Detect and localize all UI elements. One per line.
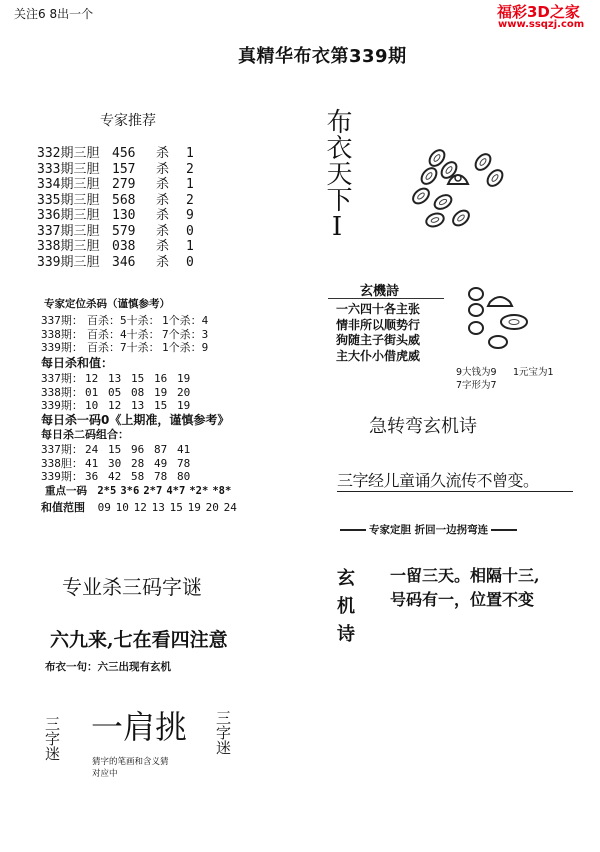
- number-cell: 13: [131, 399, 145, 412]
- xuanji-underline: [328, 298, 444, 299]
- number-cell: 96: [131, 443, 145, 456]
- expert-table: [37, 142, 194, 270]
- focus-code: 3*6: [120, 485, 140, 497]
- table-row: [41, 370, 200, 384]
- nums-cell: 456: [112, 146, 136, 161]
- nums-cell: 130: [112, 208, 136, 223]
- coin-icon: [489, 336, 507, 348]
- row-label: 339期：: [41, 470, 83, 483]
- nums-cell: 157: [112, 161, 136, 177]
- kill-num-cell: 1: [186, 146, 194, 161]
- number-cell: 01: [85, 385, 99, 399]
- issue-cell: 338期三胆: [37, 239, 100, 254]
- xuanji-poem: [336, 302, 420, 364]
- focus-code: *2*: [189, 485, 209, 497]
- issue-cell: 333期三胆: [37, 161, 100, 177]
- ingot-icon: [488, 297, 512, 306]
- number-cell: 19: [177, 399, 191, 412]
- hezhi-range-label: 和值范围: [41, 501, 85, 514]
- nums-cell: 579: [112, 223, 136, 239]
- kill-num-cell: 2: [186, 192, 194, 208]
- number-cell: 58: [131, 470, 145, 483]
- number-cell: 13: [108, 372, 122, 385]
- kill-num-cell: 9: [186, 208, 194, 223]
- number-cell: 30: [108, 456, 122, 470]
- follow-note: 关注6 8出一个: [14, 7, 94, 21]
- yima-subheading: 每日杀二码组合：: [41, 428, 129, 441]
- kill-b-cell: 7个杀：3: [162, 327, 209, 341]
- kill-num-cell: 0: [186, 254, 194, 270]
- focus-code: 2*7: [143, 485, 163, 497]
- number-cell: 16: [154, 372, 168, 385]
- issue-cell: 337期三胆: [37, 223, 100, 239]
- liu-line-2: 号码有一，位置不变: [390, 590, 535, 609]
- range-number: 10: [115, 501, 129, 514]
- coin-icon: [485, 167, 506, 189]
- range-number: 15: [169, 501, 183, 514]
- expert-heading: 专家推荐: [100, 113, 156, 129]
- range-number: 20: [205, 501, 219, 514]
- number-cell: 28: [131, 456, 145, 470]
- table-row: [41, 326, 208, 340]
- money-line-3: 7字形为7: [456, 380, 497, 391]
- focus-code: 2*5: [97, 485, 117, 497]
- table-row: [41, 384, 200, 398]
- issue-cell: 339期：: [41, 341, 83, 354]
- number-cell: 05: [108, 385, 122, 399]
- kill-cell: 杀: [156, 146, 170, 161]
- puzzle-hint-line2: 对应中: [92, 769, 118, 779]
- kill-cell: 杀: [156, 208, 170, 223]
- puzzle-left-label: 三字迷: [43, 716, 61, 761]
- row-label: 337期：: [41, 372, 83, 385]
- number-cell: 78: [177, 456, 191, 470]
- number-cell: 12: [85, 372, 99, 385]
- nums-cell: 279: [112, 177, 136, 192]
- number-cell: 08: [131, 385, 145, 399]
- number-cell: 49: [154, 456, 168, 470]
- brand-logo-text: 福彩3D之家: [497, 3, 580, 21]
- kill-cell: 杀: [156, 161, 170, 177]
- puzzle-hint-line1: 猜字的笔画和含义猜: [92, 757, 169, 767]
- kill-b-cell: 1个杀：9: [162, 341, 209, 354]
- sanzijing-underline: [337, 491, 573, 492]
- zhongdian-row: [45, 483, 235, 498]
- number-cell: 12: [108, 399, 122, 412]
- issue-cell: 332期三胆: [37, 146, 100, 161]
- nums-cell: 038: [112, 239, 136, 254]
- table-row: [41, 441, 200, 455]
- number-cell: 36: [85, 470, 99, 483]
- hezhi-heading: 每日杀和值：: [41, 356, 114, 370]
- zhongdian-label: 重点一码: [45, 485, 87, 497]
- site-url[interactable]: www.ssqzj.com: [498, 19, 585, 30]
- poem-line: 狗随主子街头威: [336, 333, 421, 347]
- coin-icon: [419, 165, 440, 187]
- table-row: [41, 397, 200, 411]
- number-cell: 19: [154, 385, 168, 399]
- dingdan-text: 专家定胆 折回一边拐弯连: [369, 524, 489, 536]
- issue-cell: 335期三胆: [37, 192, 100, 208]
- coin-icon: [450, 208, 472, 229]
- yima-heading: 每日杀一码0《上期准，谨慎参考》: [41, 413, 230, 427]
- kill-a-cell: 百杀：7十杀：: [87, 341, 160, 354]
- number-cell: 42: [108, 470, 122, 483]
- table-row: [37, 142, 194, 161]
- kill-a-cell: 百杀：4十杀：: [87, 327, 160, 341]
- number-cell: 87: [154, 443, 168, 456]
- focus-code: *8*: [212, 485, 232, 497]
- range-number: 24: [223, 501, 237, 514]
- number-cell: 41: [85, 456, 99, 470]
- sanzijing-line: 三字经儿童诵久流传不曾变。: [337, 471, 539, 490]
- kill-num-cell: 1: [186, 239, 194, 254]
- number-cell: 15: [131, 372, 145, 385]
- table-row: [41, 312, 208, 326]
- table-row: [41, 455, 200, 469]
- issue-cell: 338期：: [41, 327, 83, 341]
- kill-cell: 杀: [156, 254, 170, 270]
- coin-icon: [469, 288, 483, 300]
- nums-cell: 346: [112, 254, 136, 270]
- issue-cell: 339期三胆: [37, 254, 100, 270]
- range-number: 19: [187, 501, 201, 514]
- issue-cell: 334期三胆: [37, 177, 100, 192]
- number-cell: 10: [85, 399, 99, 412]
- jizhuan-title: 急转弯玄机诗: [369, 416, 477, 437]
- table-row: [41, 468, 200, 482]
- number-cell: 24: [85, 443, 99, 456]
- kill-cell: 杀: [156, 192, 170, 208]
- kill-a-cell: 百杀：5十杀：: [87, 314, 160, 327]
- row-label: 338胆：: [41, 456, 83, 470]
- kill-cell: 杀: [156, 223, 170, 239]
- buyi-vertical-title: 布衣天下I: [322, 108, 352, 242]
- coin-chain-illustration: [405, 140, 515, 240]
- dingdan-line: [340, 522, 517, 537]
- issue-cell: 337期：: [41, 314, 83, 327]
- row-label: 338期：: [41, 385, 83, 399]
- hezhi-range-row: [41, 499, 242, 515]
- range-number: 09: [97, 501, 111, 514]
- poem-line: 主大仆小借虎威: [336, 348, 421, 363]
- zimi-line: 六九来,七在看四注意: [50, 629, 228, 651]
- kill-num-cell: 0: [186, 223, 194, 239]
- money-line-1: 9大钱为9: [456, 367, 497, 378]
- number-cell: 19: [177, 372, 191, 385]
- kill-num-cell: 1: [186, 177, 194, 192]
- range-number: 13: [151, 501, 165, 514]
- number-cell: 78: [154, 470, 168, 483]
- xuanjishi-vertical: 玄机诗: [334, 568, 355, 652]
- xuanji-heading: 玄機詩: [360, 284, 400, 299]
- row-label: 337期：: [41, 443, 83, 456]
- range-number: 12: [133, 501, 147, 514]
- yima-table: [41, 441, 200, 482]
- coin-icon: [501, 315, 527, 329]
- poem-line: 情非所以顺势行: [336, 317, 421, 332]
- page-title: 真精华布衣第339期: [238, 46, 407, 67]
- focus-code: 4*7: [166, 485, 186, 497]
- number-cell: 41: [177, 443, 191, 456]
- dingwei-heading: 专家定位杀码（谨慎参考）: [44, 298, 170, 310]
- buyi-yiju: 布衣一句：六三出现有玄机: [45, 661, 171, 673]
- coin-icon: [432, 192, 454, 211]
- number-cell: 80: [177, 470, 191, 483]
- liu-line-1: 一留三天。相隔十三,: [390, 566, 540, 585]
- nums-cell: 568: [112, 192, 136, 208]
- row-label: 339期：: [41, 399, 83, 412]
- poem-line: 一六四十各主张: [336, 302, 421, 316]
- puzzle-main: 一肩挑: [91, 708, 188, 746]
- puzzle-right-label: 三字迷: [214, 710, 232, 755]
- dingwei-table: [41, 312, 208, 353]
- kill-b-cell: 1个杀：4: [162, 314, 209, 327]
- number-cell: 15: [108, 443, 122, 456]
- kill-cell: 杀: [156, 177, 170, 192]
- number-cell: 20: [177, 385, 191, 399]
- number-cell: 15: [154, 399, 168, 412]
- issue-cell: 336期三胆: [37, 208, 100, 223]
- hezhi-table: [41, 370, 200, 411]
- money-illustration: [454, 282, 534, 362]
- coin-icon: [424, 211, 445, 228]
- coin-icon: [469, 322, 483, 334]
- table-row: [41, 339, 208, 353]
- coin-icon: [469, 304, 483, 316]
- kill-num-cell: 2: [186, 161, 194, 177]
- money-line-2: 1元宝为1: [513, 367, 554, 378]
- kill-cell: 杀: [156, 239, 170, 254]
- coin-icon: [473, 151, 494, 173]
- coin-icon: [410, 186, 432, 207]
- zimi-title: 专业杀三码字谜: [62, 575, 202, 599]
